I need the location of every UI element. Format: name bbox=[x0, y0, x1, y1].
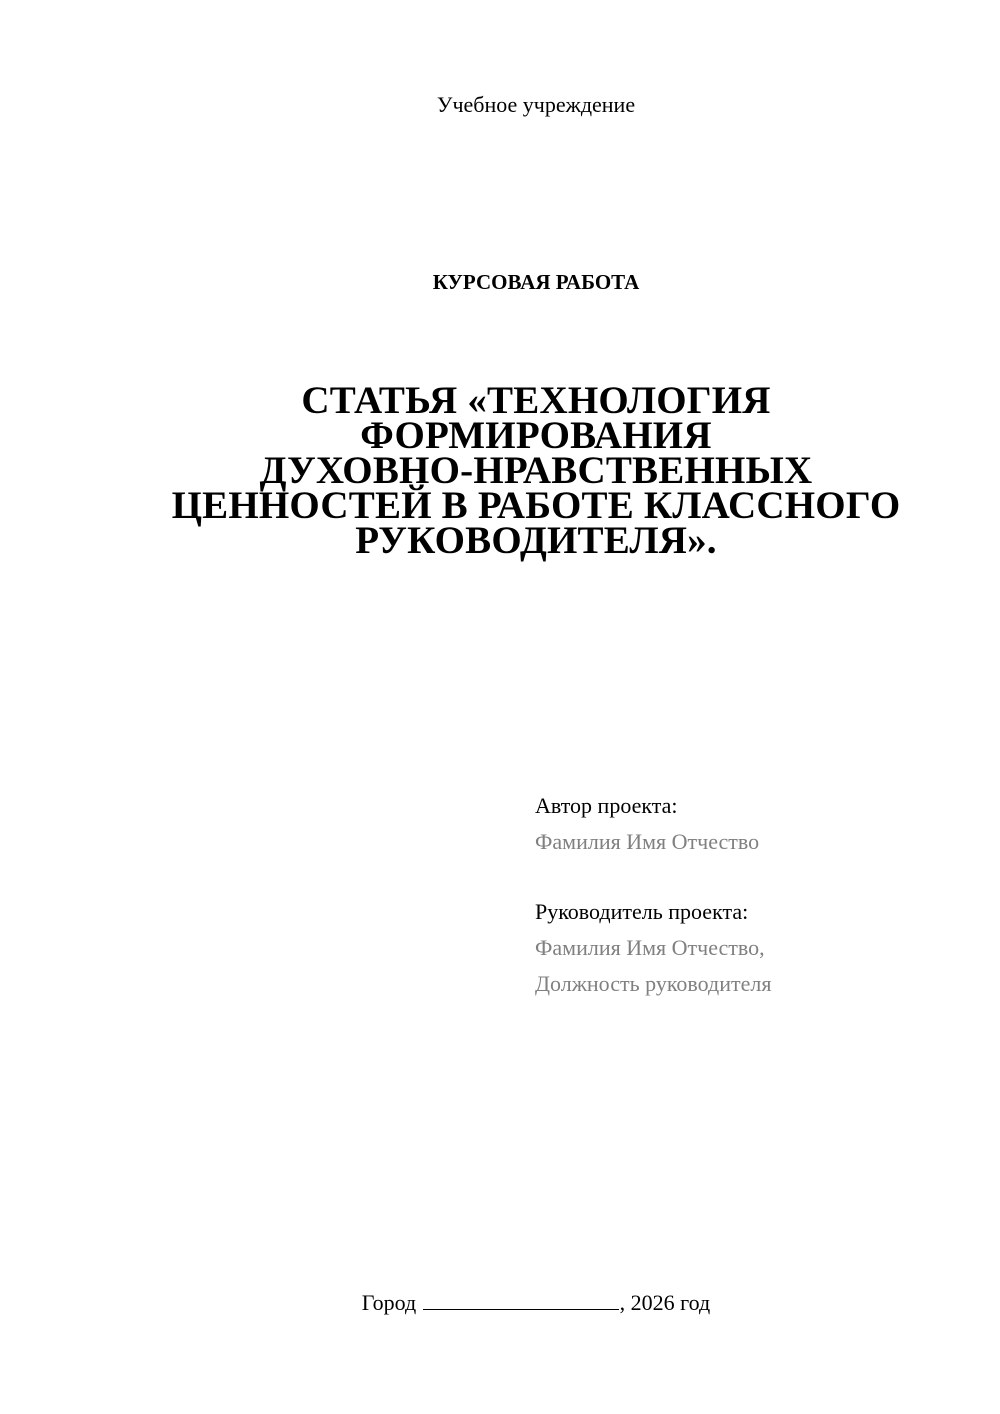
city-label: Город bbox=[361, 1290, 417, 1315]
author-name: Фамилия Имя Отчество bbox=[535, 829, 760, 854]
title-line: ДУХОВНО-НРАВСТВЕННЫХ bbox=[259, 449, 813, 492]
title-line: ФОРМИРОВАНИЯ bbox=[360, 414, 712, 457]
supervisor-position: Должность руководителя bbox=[535, 971, 772, 996]
year-text: , 2026 год bbox=[619, 1290, 711, 1315]
supervisor-name: Фамилия Имя Отчество, bbox=[535, 935, 765, 960]
authors-block bbox=[535, 788, 975, 1002]
title-line: ЦЕННОСТЕЙ В РАБОТЕ КЛАССНОГО bbox=[171, 484, 901, 527]
spacer bbox=[535, 860, 975, 894]
document-title bbox=[160, 379, 912, 562]
city-blank-line bbox=[423, 1291, 619, 1310]
institution-name: Учебное учреждение bbox=[436, 92, 636, 117]
title-line: СТАТЬЯ «ТЕХНОЛОГИЯ bbox=[301, 379, 771, 422]
city-year-line bbox=[0, 1290, 1000, 1316]
supervisor-label: Руководитель проекта: bbox=[535, 899, 749, 924]
author-label: Автор проекта: bbox=[535, 793, 678, 818]
work-type-heading: КУРСОВАЯ РАБОТА bbox=[432, 270, 640, 294]
title-line: РУКОВОДИТЕЛЯ». bbox=[355, 519, 717, 562]
